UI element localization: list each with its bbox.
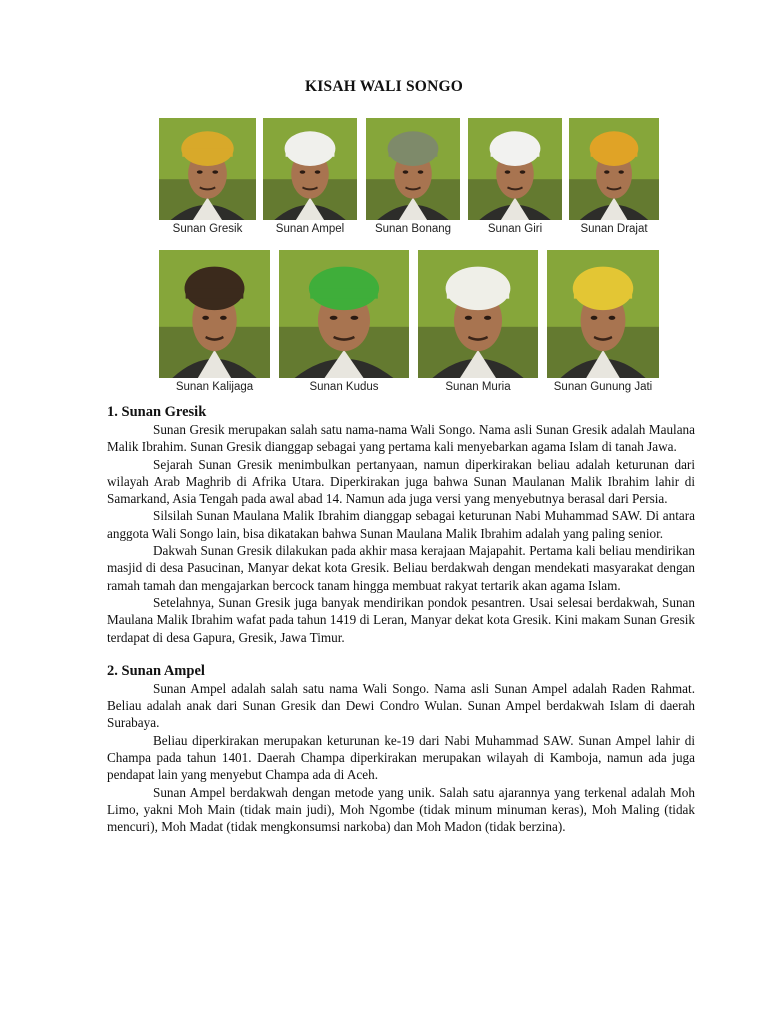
portrait-sunan-ampel xyxy=(263,118,357,238)
portrait-caption: Sunan Gunung Jati xyxy=(553,381,653,393)
portrait-caption: Sunan Kudus xyxy=(309,381,379,393)
portrait-sunan-bonang xyxy=(366,118,460,238)
portrait-image xyxy=(418,250,538,378)
portrait-caption: Sunan Ampel xyxy=(275,223,345,235)
portrait-image xyxy=(569,118,659,220)
page-title: KISAH WALI SONGO xyxy=(305,78,463,95)
portrait-sunan-gresik xyxy=(159,118,256,238)
portrait-sunan-kudus xyxy=(279,250,409,396)
portrait-caption: Sunan Drajat xyxy=(580,223,648,235)
portrait-sunan-kalijaga xyxy=(159,250,270,396)
paragraph: Dakwah Sunan Gresik dilakukan pada akhir masa kerajaan Majapahit. Pertama kali beliau mendirikan masjid di desa Pasucinan, Manyar dekat kota Gresik. Beliau berdakwah dengan mendekati masyarakat dengan ramah tamah dan mengajarkan bercock tanam hingga membuat rakyat tertarik akan agama Islam. xyxy=(107,543,695,593)
portrait-image xyxy=(279,250,409,378)
section-heading: 2. Sunan Ampel xyxy=(107,662,205,679)
paragraph: Sejarah Sunan Gresik menimbulkan pertanyaan, namun diperkirakan beliau adalah keturunan dari wilayah Arab Maghrib di Afrika Utara. Diperkirakan juga bahwa Sunan Maulanan Malik Ibrahim lahir di Samarkand, Asia Tengah pada awal abad 14. Namun ada juga versi yang menyebutnya berasal dari Persia. xyxy=(107,456,695,507)
paragraph: Sunan Ampel berdakwah dengan metode yang unik. Salah satu ajarannya yang terkenal adalah Moh Limo, yakni Moh Main (tidak main judi), Moh Ngombe (tidak minum minuman keras), Moh Maling (tidak mencuri), Moh Madat (tidak mengkonsumsi narkoba) dan Moh Madon (tidak berzina). xyxy=(107,784,695,835)
portrait-image xyxy=(468,118,562,220)
portrait-sunan-gunung-jati xyxy=(547,250,659,396)
portrait-caption: Sunan Bonang xyxy=(374,223,452,235)
portrait-gallery xyxy=(0,0,768,400)
paragraph: Sunan Ampel adalah salah satu nama Wali Songo. Nama asli Sunan Ampel adalah Raden Rahmat. Beliau adalah anak dari Sunan Gresik dan Dewi Condro Wulan. Sunan Ampel berdakwah Islam di daerah Surabaya. xyxy=(107,680,695,731)
portrait-caption: Sunan Kalijaga xyxy=(175,381,254,393)
portrait-caption: Sunan Gresik xyxy=(172,223,243,235)
portrait-caption: Sunan Muria xyxy=(445,381,511,393)
portrait-image xyxy=(366,118,460,220)
paragraph: Beliau diperkirakan merupakan keturunan ke-19 dari Nabi Muhammad SAW. Sunan Ampel lahir di Champa pada tahun 1401. Daerah Champa diperkirakan merupakan wilayah di Kamboja, namun ada juga pendapat lain yang menyebut Champa ada di Aceh. xyxy=(107,732,695,783)
portrait-image xyxy=(263,118,357,220)
portrait-sunan-giri xyxy=(468,118,562,238)
portrait-sunan-muria xyxy=(418,250,538,396)
portrait-image xyxy=(547,250,659,378)
section-sunan-ampel xyxy=(107,662,695,836)
paragraph: Silsilah Sunan Maulana Malik Ibrahim dianggap sebagai keturunan Nabi Muhammad SAW. Di antara anggota Wali Songo lain, bisa dikatakan bahwa Sunan Maulana Malik Ibrahim adalah yang paling senior. xyxy=(107,508,695,541)
paragraph: Sunan Gresik merupakan salah satu nama-nama Wali Songo. Nama asli Sunan Gresik adalah Maulana Malik Ibrahim. Sunan Gresik dianggap sebagai yang pertama kali menyebarkan agama Islam di tanah Jawa. xyxy=(107,422,695,455)
section-heading: 1. Sunan Gresik xyxy=(107,404,207,420)
portrait-sunan-drajat xyxy=(569,118,659,238)
portrait-image xyxy=(159,118,256,220)
article-body xyxy=(107,403,695,836)
portrait-image xyxy=(159,250,270,378)
portrait-caption: Sunan Giri xyxy=(487,223,543,235)
paragraph: Setelahnya, Sunan Gresik juga banyak mendirikan pondok pesantren. Usai selesai berdakwah, Sunan Maulana Malik Ibrahim wafat pada tahun 1419 di Leran, Manyar dekat kota Gresik. Kini makam Sunan Gresik terdapat di desa Gapura, Gresik, Jawa Timur. xyxy=(107,594,695,645)
section-sunan-gresik xyxy=(107,403,695,646)
